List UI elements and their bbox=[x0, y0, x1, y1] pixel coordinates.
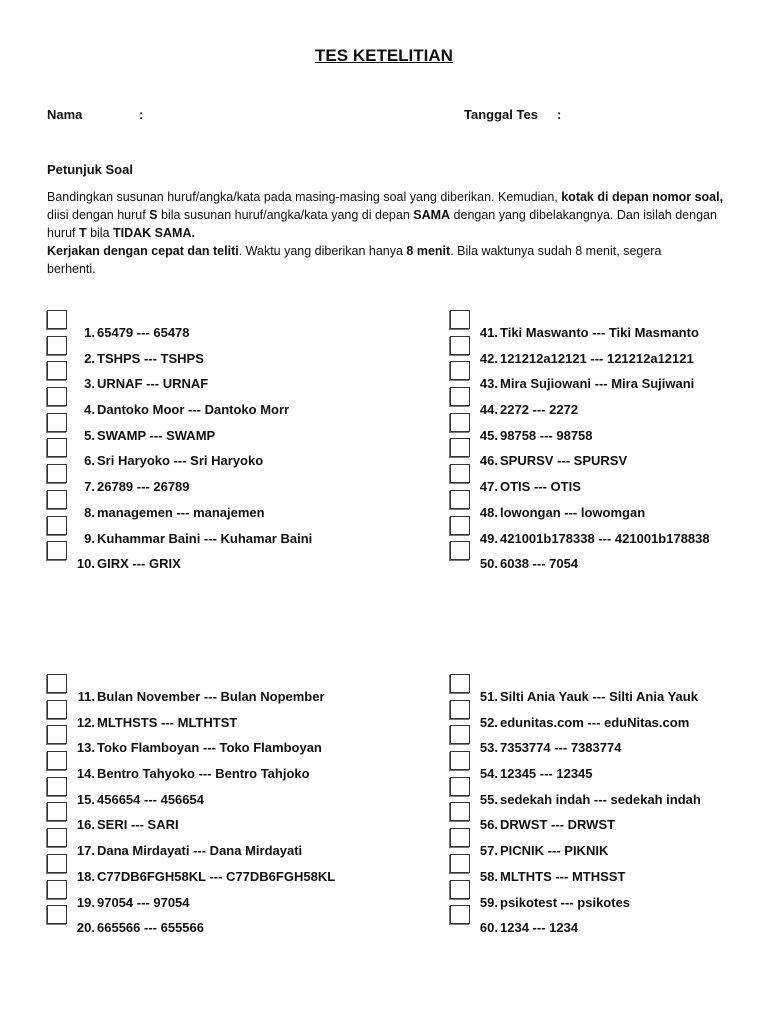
instructions-paragraph-2 bbox=[47, 242, 727, 278]
question-number: 51. bbox=[479, 689, 498, 704]
question-text: Bentro Tahyoko --- Bentro Tahjoko bbox=[97, 766, 310, 782]
answer-checkbox[interactable] bbox=[47, 854, 67, 873]
question-number: 57. bbox=[479, 843, 498, 859]
question-text: Kuhammar Baini --- Kuhamar Baini bbox=[97, 530, 313, 546]
question-number: 49. bbox=[479, 530, 498, 546]
question-number: 6. bbox=[84, 453, 95, 469]
answer-checkbox[interactable] bbox=[450, 541, 470, 560]
answer-checkbox[interactable] bbox=[450, 751, 470, 770]
question-text: 665566 --- 655566 bbox=[97, 920, 204, 936]
question-text: 121212a12121 --- 121212a12121 bbox=[500, 350, 694, 366]
answer-checkbox[interactable] bbox=[450, 854, 470, 873]
instr-text: . Bila waktunya sudah 8 menit, segera bbox=[450, 244, 662, 258]
instr-text: Bandingkan susunan huruf/angka/kata pada masing-masing soal yang diberikan. Kemudian, bbox=[47, 190, 562, 204]
answer-checkbox[interactable] bbox=[450, 725, 470, 744]
answer-checkbox[interactable] bbox=[450, 905, 470, 924]
answer-checkbox[interactable] bbox=[450, 880, 470, 899]
question-text: lowongan --- lowomgan bbox=[500, 504, 646, 520]
question-number: 47. bbox=[479, 479, 498, 495]
instructions-paragraph-1 bbox=[47, 188, 727, 242]
question-number: 50. bbox=[479, 556, 498, 572]
question-number: 17. bbox=[76, 843, 95, 859]
question-text: MLTHSTS --- MLTHTST bbox=[97, 714, 238, 730]
question-text: OTIS --- OTIS bbox=[500, 479, 581, 495]
question-number: 55. bbox=[479, 791, 498, 807]
question-number: 43. bbox=[479, 376, 498, 392]
question-number: 48. bbox=[479, 504, 498, 520]
question-text: 65479 --- 65478 bbox=[97, 325, 190, 340]
question-number: 16. bbox=[76, 817, 95, 833]
answer-checkbox[interactable] bbox=[47, 361, 67, 380]
question-text: edunitas.com --- eduNitas.com bbox=[500, 714, 690, 730]
instr-text: bila susunan huruf/angka/kata yang di depan bbox=[157, 208, 414, 222]
question-text: managemen --- manajemen bbox=[97, 504, 265, 520]
question-number: 54. bbox=[479, 766, 498, 782]
question-number: 15. bbox=[76, 791, 95, 807]
answer-checkbox[interactable] bbox=[450, 464, 470, 483]
answer-checkbox[interactable] bbox=[47, 802, 67, 821]
answer-checkbox[interactable] bbox=[450, 777, 470, 796]
instr-text: dengan yang dibelakangnya. Dan isilah dengan huruf bbox=[47, 208, 717, 240]
question-text: 421001b178338 --- 421001b178838 bbox=[500, 530, 710, 546]
question-text: C77DB6FGH58KL --- C77DB6FGH58KL bbox=[97, 868, 336, 884]
answer-checkbox[interactable] bbox=[47, 725, 67, 744]
instr-bold: S bbox=[149, 208, 158, 222]
answer-checkbox[interactable] bbox=[47, 438, 67, 457]
question-number: 53. bbox=[479, 740, 498, 756]
question-text: PICNIK --- PIKNIK bbox=[500, 843, 609, 859]
answer-checkbox[interactable] bbox=[47, 828, 67, 847]
answer-checkbox[interactable] bbox=[450, 336, 470, 355]
answer-checkbox[interactable] bbox=[47, 336, 67, 355]
instructions-heading: Petunjuk Soal bbox=[47, 162, 133, 177]
answer-checkbox[interactable] bbox=[47, 880, 67, 899]
answer-checkbox[interactable] bbox=[47, 777, 67, 796]
question-text: Dana Mirdayati --- Dana Mirdayati bbox=[97, 843, 303, 859]
answer-checkbox[interactable] bbox=[47, 310, 67, 329]
answer-checkbox[interactable] bbox=[47, 674, 67, 693]
answer-checkbox[interactable] bbox=[450, 516, 470, 535]
question-text: 2272 --- 2272 bbox=[500, 402, 579, 418]
question-number: 59. bbox=[479, 894, 498, 910]
question-text: 456654 --- 456654 bbox=[97, 791, 204, 807]
instructions-text bbox=[47, 188, 727, 278]
answer-checkbox[interactable] bbox=[47, 541, 67, 560]
question-text: 26789 --- 26789 bbox=[97, 479, 190, 495]
question-text: 12345 --- 12345 bbox=[500, 766, 593, 782]
question-number: 44. bbox=[479, 402, 498, 418]
answer-checkbox[interactable] bbox=[450, 387, 470, 406]
question-text: MLTHTS --- MTHSST bbox=[500, 868, 626, 884]
question-number: 9. bbox=[84, 530, 95, 546]
question-number: 4. bbox=[84, 402, 95, 418]
question-text: Dantoko Moor --- Dantoko Morr bbox=[97, 402, 290, 418]
answer-checkbox[interactable] bbox=[47, 387, 67, 406]
question-text: SPURSV --- SPURSV bbox=[500, 453, 628, 469]
question-number: 20. bbox=[76, 920, 95, 936]
question-text: Sri Haryoko --- Sri Haryoko bbox=[97, 453, 264, 469]
answer-checkbox[interactable] bbox=[450, 361, 470, 380]
answer-checkbox[interactable] bbox=[450, 802, 470, 821]
question-number: 46. bbox=[479, 453, 498, 469]
question-number: 13. bbox=[76, 740, 95, 756]
question-number: 45. bbox=[479, 427, 498, 443]
answer-checkbox[interactable] bbox=[450, 490, 470, 509]
question-text: TSHPS --- TSHPS bbox=[97, 350, 204, 366]
instr-bold: TIDAK SAMA. bbox=[113, 226, 195, 240]
answer-checkbox[interactable] bbox=[450, 828, 470, 847]
question-text: Mira Sujiowani --- Mira Sujiwani bbox=[500, 376, 695, 392]
instr-bold: 8 menit bbox=[406, 244, 451, 258]
answer-checkbox[interactable] bbox=[450, 413, 470, 432]
question-number: 19. bbox=[76, 894, 95, 910]
question-text: sedekah indah --- sedekah indah bbox=[500, 791, 701, 807]
answer-checkbox[interactable] bbox=[47, 490, 67, 509]
question-number: 3. bbox=[84, 376, 95, 392]
answer-checkbox[interactable] bbox=[450, 674, 470, 693]
question-number: 14. bbox=[76, 766, 95, 782]
question-text: SERI --- SARI bbox=[97, 817, 179, 833]
question-text: 98758 --- 98758 bbox=[500, 427, 593, 443]
question-number: 60. bbox=[479, 920, 498, 936]
question-number: 5. bbox=[84, 427, 95, 443]
answer-checkbox[interactable] bbox=[47, 700, 67, 719]
nama-colon: : bbox=[139, 107, 144, 122]
question-number: 56. bbox=[479, 817, 498, 833]
question-text: DRWST --- DRWST bbox=[500, 817, 616, 833]
question-text: psikotest --- psikotes bbox=[500, 894, 631, 910]
question-number: 52. bbox=[479, 714, 498, 730]
question-text: 97054 --- 97054 bbox=[97, 894, 190, 910]
answer-checkbox[interactable] bbox=[47, 905, 67, 924]
answer-checkbox[interactable] bbox=[47, 464, 67, 483]
question-text: Tiki Maswanto --- Tiki Masmanto bbox=[500, 325, 699, 340]
answer-checkbox[interactable] bbox=[47, 751, 67, 770]
question-number: 7. bbox=[84, 479, 95, 495]
instr-text: berhenti bbox=[47, 262, 93, 276]
instr-text: . Waktu yang diberikan hanya bbox=[238, 244, 407, 258]
question-text: SWAMP --- SWAMP bbox=[97, 427, 216, 443]
tanggal-tes-colon: : bbox=[557, 107, 562, 122]
question-number: 11. bbox=[77, 689, 95, 704]
question-number: 58. bbox=[479, 868, 498, 884]
instr-bold: SAMA bbox=[413, 208, 451, 222]
question-number: 8. bbox=[84, 504, 95, 520]
question-text: Bulan November --- Bulan Nopember bbox=[97, 689, 325, 704]
question-text: GIRX --- GRIX bbox=[97, 556, 181, 572]
question-number: 12. bbox=[76, 714, 95, 730]
answer-checkbox[interactable] bbox=[450, 310, 470, 329]
page-title: TES KETELITIAN bbox=[315, 46, 453, 65]
question-text: 6038 --- 7054 bbox=[500, 556, 579, 572]
instr-text: diisi dengan huruf bbox=[47, 208, 150, 222]
question-number: 2. bbox=[84, 350, 95, 366]
tanggal-tes-label: Tanggal Tes bbox=[464, 107, 538, 122]
question-text: Silti Ania Yauk --- Silti Ania Yauk bbox=[500, 689, 698, 704]
instr-text: . bbox=[92, 262, 96, 276]
instr-bold: kotak di depan nomor soal, bbox=[561, 190, 724, 204]
answer-checkbox[interactable] bbox=[450, 700, 470, 719]
question-text: Toko Flamboyan --- Toko Flamboyan bbox=[97, 740, 322, 756]
nama-label: Nama bbox=[47, 107, 83, 122]
instr-text: bila bbox=[86, 226, 114, 240]
instr-bold: Kerjakan dengan cepat dan teliti bbox=[47, 244, 239, 258]
question-number: 10. bbox=[76, 556, 95, 572]
answer-checkbox[interactable] bbox=[450, 438, 470, 457]
question-number: 18. bbox=[76, 868, 95, 884]
answer-checkbox[interactable] bbox=[47, 516, 67, 535]
question-text: 7353774 --- 7383774 bbox=[500, 740, 622, 756]
question-text: 1234 --- 1234 bbox=[500, 920, 579, 936]
question-number: 42. bbox=[479, 350, 498, 366]
question-number: 1. bbox=[84, 325, 95, 340]
question-text: URNAF --- URNAF bbox=[97, 376, 209, 392]
question-number: 41. bbox=[479, 325, 498, 340]
answer-checkbox[interactable] bbox=[47, 413, 67, 432]
instr-bold: T bbox=[78, 226, 87, 240]
